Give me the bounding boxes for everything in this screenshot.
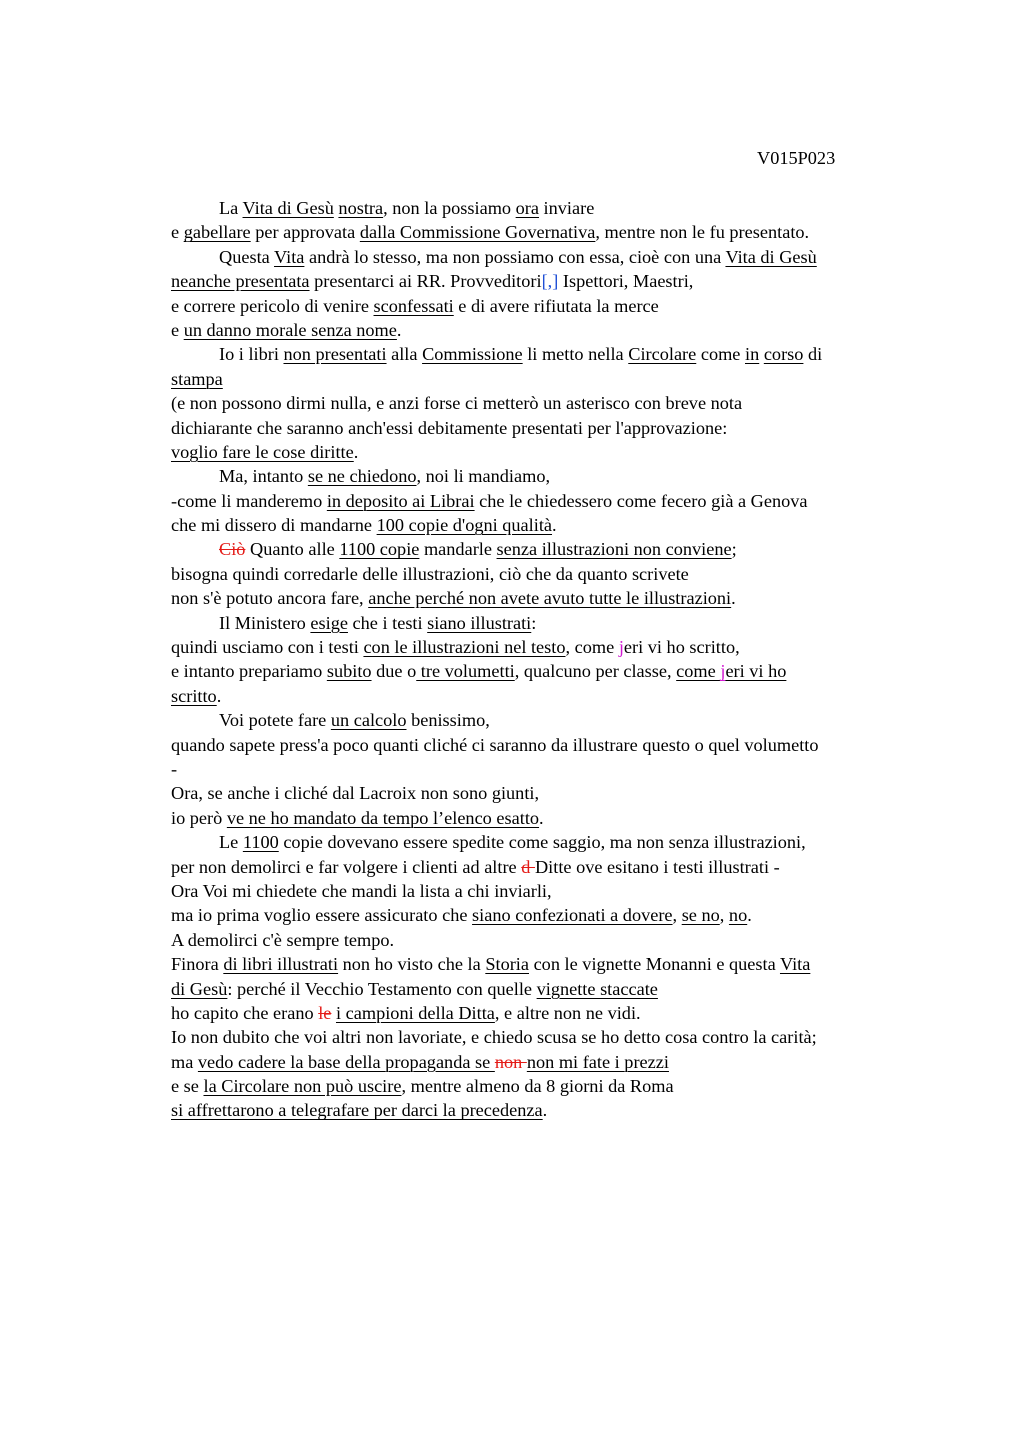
- underlined-text: con le illustrazioni nel testo: [363, 637, 566, 658]
- underlined-text: un danno morale senza nome: [183, 319, 397, 340]
- text-segment: , mentre almeno da 8 giorni da Roma: [401, 1076, 674, 1097]
- text-segment: A demolirci c'è sempre tempo.: [171, 929, 395, 950]
- text-line: [171, 757, 911, 781]
- underlined-text: neanche presentata: [171, 271, 310, 292]
- editorial-letter: j: [720, 661, 726, 682]
- text-segment: ;: [731, 539, 737, 560]
- text-line: [171, 1074, 911, 1098]
- text-segment: Le: [219, 832, 243, 853]
- text-segment: , mentre non le fu presentato.: [595, 222, 810, 243]
- text-line: [171, 562, 911, 586]
- text-line: [171, 830, 911, 854]
- text-segment: quindi usciamo con i testi: [171, 637, 364, 658]
- underlined-text: no: [728, 905, 748, 926]
- text-segment: io però: [171, 807, 227, 828]
- text-segment: e intanto prepariamo: [171, 661, 327, 682]
- text-segment: :: [531, 612, 537, 633]
- editorial-insertion: [,]: [541, 271, 559, 292]
- underlined-text: in: [745, 344, 760, 365]
- text-line: [171, 708, 911, 732]
- text-segment: ,: [719, 905, 729, 926]
- text-segment: inviare: [538, 198, 595, 218]
- underlined-text: i campioni della Ditta: [335, 1002, 495, 1023]
- text-segment: -: [171, 758, 178, 779]
- text-segment: Finora: [171, 954, 224, 975]
- text-line: [171, 977, 911, 1001]
- text-segment: non s'è potuto ancora fare,: [171, 588, 369, 609]
- text-segment: .: [731, 588, 736, 609]
- text-segment: .: [396, 319, 402, 340]
- text-line: [171, 855, 911, 879]
- underlined-text: non mi fate i prezzi: [526, 1051, 669, 1072]
- underlined-text: Vita di Gesù: [242, 198, 334, 218]
- underlined-text: Storia: [485, 954, 529, 975]
- text-line: [171, 586, 911, 610]
- text-segment: come: [696, 344, 745, 365]
- underlined-text: vignette staccate: [536, 978, 658, 999]
- text-line: [171, 416, 911, 440]
- text-segment: ho capito che erano: [171, 1002, 319, 1023]
- underlined-text: 1100: [242, 832, 279, 853]
- text-line: [171, 489, 911, 513]
- underlined-text: la Circolare non può uscire: [203, 1076, 402, 1097]
- underlined-text: corso: [763, 344, 804, 365]
- text-line: [171, 245, 911, 269]
- text-segment: che le chiedessero come fecero già a Genova: [474, 490, 808, 511]
- text-line: [171, 269, 911, 293]
- text-line: [171, 391, 911, 415]
- underlined-text: Vita: [274, 246, 305, 267]
- underlined-text: se no: [681, 905, 720, 926]
- underlined-text: ve ne ho mandato da tempo l’elenco esatto: [226, 807, 540, 828]
- text-segment: .: [552, 515, 557, 536]
- deleted-text: Ciò: [219, 539, 246, 560]
- text-segment: non ho visto che la: [338, 954, 486, 975]
- text-line: [171, 1001, 911, 1025]
- text-segment: .: [542, 1100, 548, 1121]
- text-line: [171, 684, 911, 708]
- deleted-text: le: [318, 1002, 332, 1023]
- text-segment: andrà lo stesso, ma non possiamo con essa, cioè con una: [304, 246, 726, 267]
- text-segment: ma io prima voglio essere assicurato che: [171, 905, 473, 926]
- underlined-text: eri vi ho: [725, 661, 787, 682]
- text-segment: .: [747, 905, 752, 926]
- underlined-text: se ne chiedono: [307, 466, 417, 487]
- underlined-text: anche perché non avete avuto tutte le illustrazioni: [368, 588, 732, 609]
- text-line: [171, 659, 911, 683]
- underlined-text: voglio fare le cose diritte: [171, 441, 354, 462]
- letter-body: [171, 196, 911, 1123]
- text-segment: ma: [171, 1051, 198, 1072]
- text-line: [171, 464, 911, 488]
- text-segment: e se: [171, 1076, 204, 1097]
- underlined-text: 1100 copie: [339, 539, 420, 560]
- text-line: [171, 733, 911, 757]
- underlined-text: gabellare: [183, 222, 251, 243]
- text-segment: .: [539, 807, 544, 828]
- text-segment: dichiarante che saranno anch'essi debitamente presentati per l'approvazione:: [171, 417, 728, 438]
- underlined-text: subito: [326, 661, 372, 682]
- text-line: [171, 367, 911, 391]
- text-segment: per approvata: [250, 222, 360, 243]
- underlined-text: Commissione: [422, 344, 523, 365]
- text-line: [171, 611, 911, 635]
- text-segment: Il Ministero: [219, 612, 311, 633]
- underlined-text: di libri illustrati: [223, 954, 339, 975]
- text-segment: , non la possiamo: [383, 198, 516, 218]
- underlined-text: tre volumetti: [416, 661, 515, 682]
- text-segment: e: [171, 319, 184, 340]
- text-segment: e di avere rifiutata la merce: [453, 295, 659, 316]
- text-line: [171, 928, 911, 952]
- text-line: [171, 903, 911, 927]
- underlined-text: Vita di Gesù: [725, 246, 817, 267]
- text-line: [171, 879, 911, 903]
- text-segment: alla: [386, 344, 423, 365]
- text-segment: , noi li mandiamo,: [416, 466, 551, 487]
- underlined-text: 100 copie d'ogni qualità: [376, 515, 553, 536]
- text-segment: li metto nella: [522, 344, 629, 365]
- text-segment: quando sapete press'a poco quanti cliché ci saranno da illustrare questo o quel volumetto: [171, 734, 819, 755]
- underlined-text: nostra: [338, 198, 384, 218]
- text-segment: Ispettori, Maestri,: [558, 271, 694, 292]
- page-code: V015P023: [757, 148, 836, 168]
- text-segment: presentarci ai RR. Provveditori: [309, 271, 542, 292]
- text-segment: Ditte ove esitano i testi illustrati -: [534, 856, 780, 877]
- text-line: [171, 1025, 911, 1049]
- underlined-text: siano confezionati a dovere: [472, 905, 673, 926]
- text-segment: due o: [371, 661, 417, 682]
- deleted-text: non: [494, 1051, 527, 1072]
- text-segment: , qualcuno per classe,: [514, 661, 677, 682]
- text-line: [171, 513, 911, 537]
- text-segment: Questa: [219, 246, 275, 267]
- underlined-text: sconfessati: [373, 295, 454, 316]
- text-segment: Ma, intanto: [219, 466, 308, 487]
- underlined-text: Vita: [779, 954, 811, 975]
- text-segment: ,: [672, 905, 682, 926]
- text-segment: : perché il Vecchio Testamento con quelle: [227, 978, 537, 999]
- text-segment: -come li manderemo: [171, 490, 327, 511]
- underlined-text: siano illustrati: [427, 612, 532, 633]
- underlined-text: Circolare: [628, 344, 697, 365]
- text-segment: .: [353, 441, 359, 462]
- text-segment: La: [219, 198, 243, 218]
- text-segment: Ora Voi mi chiedete che mandi la lista a chi inviarli,: [171, 880, 552, 901]
- underlined-text: esige: [310, 612, 348, 633]
- text-segment: Ora, se anche i cliché dal Lacroix non sono giunti,: [171, 783, 540, 804]
- text-line: [171, 220, 911, 244]
- text-segment: (e non possono dirmi nulla, e anzi forse ci metterò un asterisco con breve nota: [171, 393, 743, 414]
- text-line: [171, 781, 911, 805]
- underlined-text: dalla Commissione Governativa: [359, 222, 596, 243]
- underlined-text: vedo cadere la base della propaganda se: [197, 1051, 495, 1072]
- editorial-letter: j: [618, 637, 624, 658]
- text-segment: , e altre non ne vidi.: [494, 1002, 641, 1023]
- text-segment: che mi dissero di mandarne: [171, 515, 377, 536]
- text-segment: , come: [565, 637, 619, 658]
- text-segment: Voi potete fare: [219, 710, 331, 731]
- text-segment: Quanto alle: [245, 539, 340, 560]
- underlined-text: in deposito ai Librai: [326, 490, 475, 511]
- deleted-text: d: [521, 856, 535, 877]
- text-segment: .: [216, 685, 222, 706]
- text-segment: di: [803, 344, 823, 365]
- text-segment: e correre pericolo di venire: [171, 295, 374, 316]
- text-segment: eri vi ho scritto,: [623, 637, 740, 658]
- text-segment: Io i libri: [219, 344, 284, 365]
- underlined-text: di Gesù: [171, 978, 228, 999]
- text-segment: con le vignette Monanni e questa: [529, 954, 780, 975]
- text-segment: mandarle: [419, 539, 497, 560]
- text-segment: Io non dubito che voi altri non lavoriate, e chiedo scusa se ho detto cosa contro la carità;: [171, 1027, 817, 1048]
- text-segment: per non demolirci e far volgere i clienti ad altre: [171, 856, 522, 877]
- underlined-text: stampa: [171, 368, 223, 389]
- underlined-text: senza illustrazioni non conviene: [496, 539, 732, 560]
- underlined-text: un calcolo: [330, 710, 407, 731]
- underlined-text: scritto: [171, 685, 217, 706]
- text-line: [171, 440, 911, 464]
- text-line: [171, 294, 911, 318]
- text-line: [171, 318, 911, 342]
- text-segment: e: [171, 222, 184, 243]
- underlined-text: ora: [515, 198, 539, 218]
- underlined-text: si affrettarono a telegrafare per darci la precedenza: [171, 1100, 543, 1121]
- text-line: [171, 806, 911, 830]
- underlined-text: come: [676, 661, 721, 682]
- text-segment: copie dovevano essere spedite come saggio, ma non senza illustrazioni,: [278, 832, 806, 853]
- text-line: [171, 537, 911, 561]
- underlined-text: non presentati: [283, 344, 387, 365]
- text-segment: benissimo,: [406, 710, 490, 731]
- text-line: [171, 1098, 911, 1122]
- text-line: [171, 196, 911, 220]
- text-line: [171, 342, 911, 366]
- text-line: [171, 635, 911, 659]
- text-line: [171, 1050, 911, 1074]
- text-segment: che i testi: [347, 612, 428, 633]
- text-segment: bisogna quindi corredarle delle illustrazioni, ciò che da quanto scrivete: [171, 563, 689, 584]
- text-line: [171, 952, 911, 976]
